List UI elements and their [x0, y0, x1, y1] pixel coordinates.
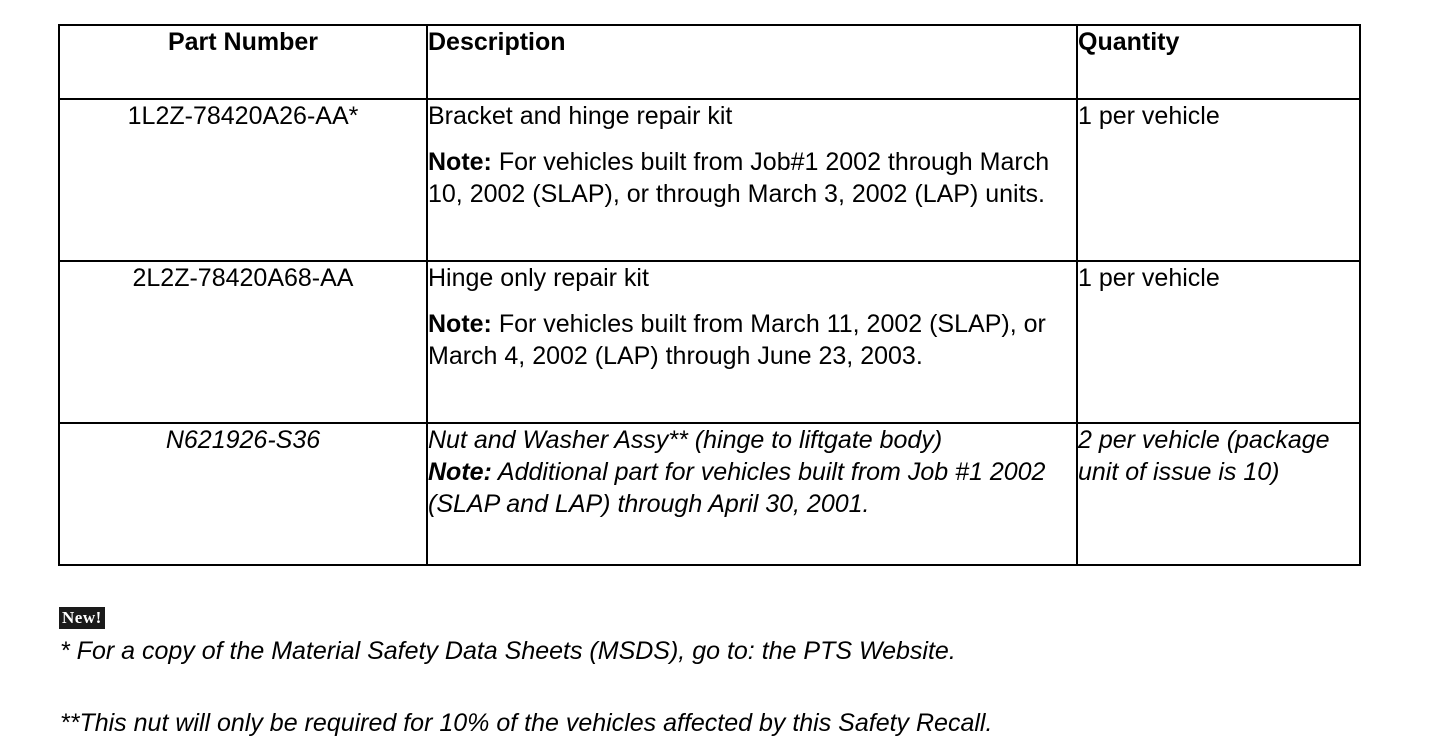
table-row — [59, 99, 1360, 261]
description-text: Hinge only repair kit — [428, 264, 649, 292]
note-label: Note: — [428, 458, 492, 486]
footnote-nut: **This nut will only be required for 10% of the vehicles affected by this Safety Recall. — [60, 709, 993, 737]
note-body: Additional part for vehicles built from Job #1 2002 (SLAP and LAP) through April 30, 2001. — [428, 458, 1046, 518]
description-text: Nut and Washer Assy** (hinge to liftgate body) — [428, 426, 943, 454]
description-text: Bracket and hinge repair kit — [428, 102, 733, 130]
part-number-cell: 2L2Z-78420A68-AA — [59, 261, 427, 423]
quantity-cell: 1 per vehicle — [1077, 99, 1360, 261]
quantity-cell: 2 per vehicle (package unit of issue is 10) — [1077, 423, 1360, 565]
footnote-msds: * For a copy of the Material Safety Data Sheets (MSDS), go to: the PTS Website. — [60, 637, 956, 665]
quantity-cell: 1 per vehicle — [1077, 261, 1360, 423]
table-row — [59, 261, 1360, 423]
table-header-row — [59, 25, 1360, 99]
header-part-number: Part Number — [59, 25, 427, 99]
description-cell — [427, 261, 1077, 423]
parts-table — [58, 24, 1361, 566]
description-cell — [427, 423, 1077, 565]
note-body: For vehicles built from Job#1 2002 through March 10, 2002 (SLAP), or through March 3, 2002 (LAP) units. — [428, 148, 1050, 208]
header-description: Description — [427, 25, 1077, 99]
note-text — [428, 456, 1076, 520]
part-number-cell: 1L2Z-78420A26-AA* — [59, 99, 427, 261]
note-text — [428, 308, 1076, 372]
table-row — [59, 423, 1360, 565]
header-quantity: Quantity — [1077, 25, 1360, 99]
new-badge: New! — [59, 607, 105, 629]
description-cell — [427, 99, 1077, 261]
note-label: Note: — [428, 148, 492, 176]
note-label: Note: — [428, 310, 492, 338]
note-text — [428, 146, 1076, 210]
note-body: For vehicles built from March 11, 2002 (SLAP), or March 4, 2002 (LAP) through June 23, 2003. — [428, 310, 1046, 370]
part-number-cell: N621926-S36 — [59, 423, 427, 565]
